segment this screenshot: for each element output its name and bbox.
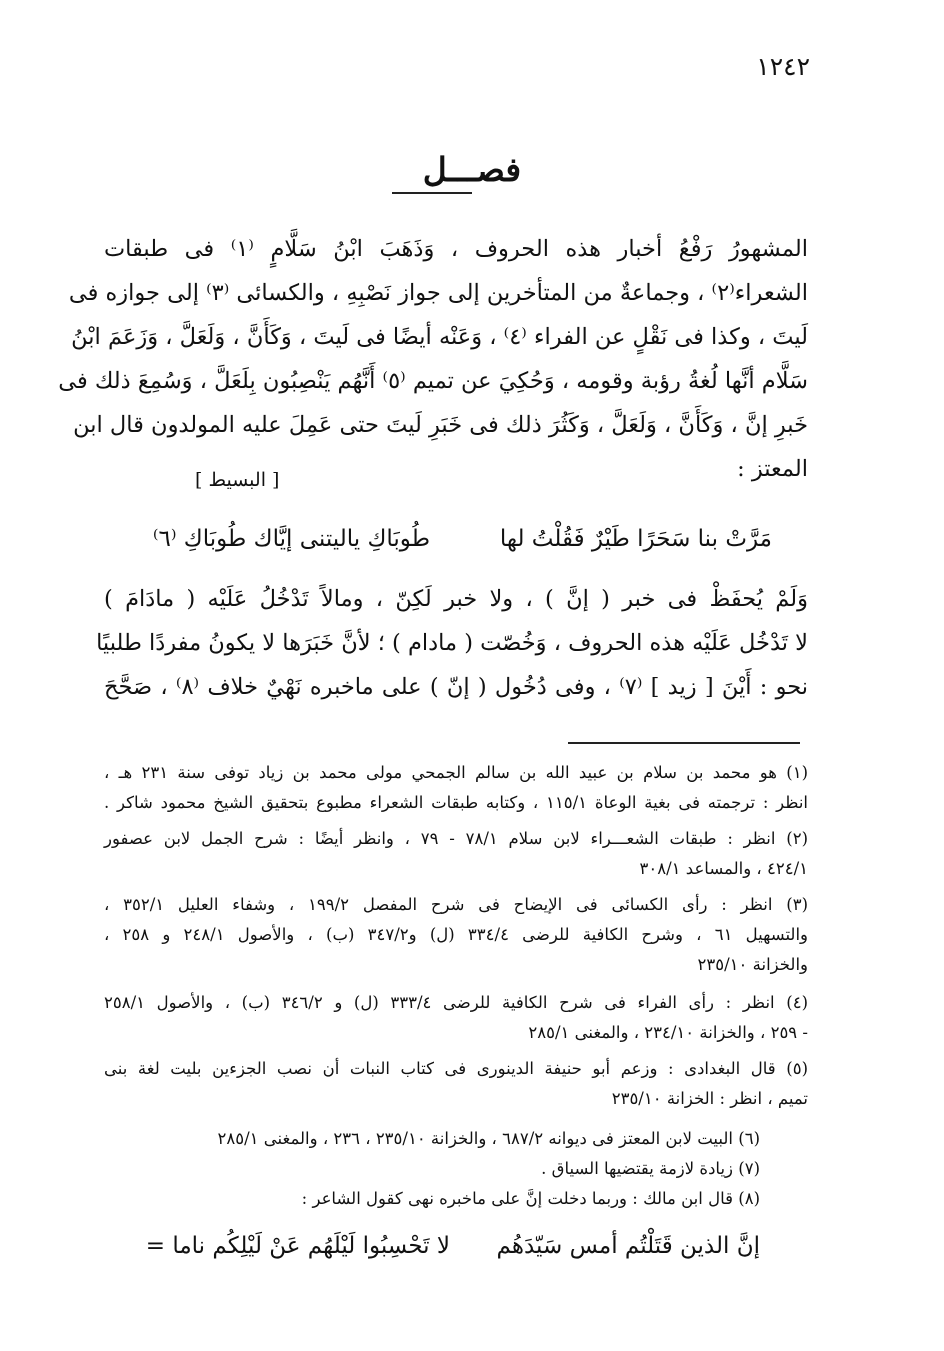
body-line: لا تَدْخُل عَلَيْه هذه الحروف ، وَخُصّت ( مادام ) ؛ لأنَّ خَبَرَها لا يكونُ مفردًا طلبيًا [96, 630, 808, 656]
body-line: خَبرِ إنَّ ، وَكَأَنَّ ، وَلَعَلَّ ، وَكَثُرَ ذلك فى خَبَرِ لَيتَ حتى عَمِلَ عليه المولدون قال ابن [73, 412, 808, 438]
body-line: لَيتَ ، وكذا فى نَقْلٍ عن الفراء ⁽٤⁾ ، وَعَنْه أيضًا فى لَيتَ ، وَكَأَنَّ ، وَلَعَلَّ ، وَزَعَمَ ابْنُ [71, 324, 808, 350]
footnote-line: (٤) انظر : رأى الفراء فى شرح الكافية للرضى ٣٣٣/٤ (ل) و ٣٤٦/٢ (ب) ، والأصول ٢٥٨/١ [104, 993, 808, 1012]
heading-underline [392, 192, 472, 194]
footnote-line: (١) هو محمد بن سلام بن عبيد الله بن سالم الجمحي مولى محمد بن زياد توفى سنة ٢٣١ هـ ، [104, 763, 808, 782]
body-line: وَلَمْ يُحفَظْ فى خبر ( إنَّ ) ، ولا خبر لَكِنّ ، ومالاً تَدْخُلُ عَلَيْه ( مادَامَ ) [104, 586, 808, 612]
section-heading: فصـــل [422, 150, 522, 189]
footnote-line: تميم ، انظر : الخزانة ٢٣٥/١٠ [611, 1089, 808, 1108]
footnote-line: والتسهيل ٦١ ، وشرح الكافية للرضى ٣٣٤/٤ (ل) و٣٤٧/٢ (ب) ، والأصول ٢٤٨/١ و ٢٥٨ ، [104, 925, 809, 944]
footnote-line: (٧) زيادة لازمة يقتضيها السياق . [541, 1159, 760, 1178]
footnote-line: انظر : ترجمته فى بغية الوعاة ١١٥/١ ، وكتابه طبقات الشعراء مطبوع بتحقيق الشيخ محمود شاكر . [104, 793, 808, 812]
page-number: ١٢٤٢ [756, 52, 810, 81]
body-line: سَلَّام أنَّها لُغةُ رؤبة وقومه ، وَحُكِيَ عن تميم ⁽٥⁾ أَنَّهُم يَنْصِبُون بِلَعَلَّ ، وَسُمِعَ ذلك فى [58, 368, 808, 394]
verse-second-hemistich: طُوبَاكِ ياليتنى إيَّاك طُوبَاكِ ⁽٦⁾ [152, 526, 430, 552]
footnote-line: - ٢٥٩ ، والخزانة ٢٣٤/١٠ ، والمغنى ٢٨٥/١ [528, 1023, 808, 1042]
footnote-verse-second-hemistich: لا تَحْسِبُوا لَيْلَهُم عَنْ لَيْلِكُم ناما = [145, 1233, 450, 1259]
footnote-verse-first-hemistich: إنَّ الذين قَتَلْتُم أمس سَيّدَهُم [496, 1233, 760, 1259]
body-line: الشعراء⁽٢⁾ ، وجماعةٌ من المتأخرين إلى جواز نَصْبِهِ ، والكسائى ⁽٣⁾ إلى جوازه فى [68, 280, 808, 306]
footnote-line: والخزانة ٢٣٥/١٠ [697, 955, 808, 974]
footnote-line: ٤٢٤/١ ، والمساعد ٣٠٨/١ [639, 859, 808, 878]
footnote-line: (٦) البيت لابن المعتز فى ديوانه ٦٨٧/٢ ، والخزانة ٢٣٥/١٠ ، ٢٣٦ ، والمغنى ٢٨٥/١ [217, 1129, 760, 1148]
footnote-line: (٢) انظر : طبقات الشعـــراء لابن سلام ٧٨/١ - ٧٩ ، وانظر أيضًا : شرح الجمل لابن عصفور [104, 829, 808, 848]
body-line: المشهورُ رَفْعُ أخبار هذه الحروف ، وَذَهَبَ ابْنُ سَلَّامٍ ⁽١⁾ فى طبقات [104, 236, 808, 262]
footnote-separator [568, 742, 800, 744]
meter-label: [ البسيط ] [195, 469, 280, 491]
verse-first-hemistich: مَرَّتْ بنا سَحَرًا طَيْرٌ فَقُلْتُ لها [499, 526, 772, 552]
footnote-line: (٥) قال البغدادى : وزعم أبو حنيفة الدينورى فى كتاب النبات أن نصب الجزءين بليت لغة بنى [104, 1059, 808, 1078]
footnote-line: (٣) انظر : رأى الكسائى فى الإيضاح فى شرح المفصل ١٩٩/٢ ، وشفاء العليل ٣٥٢/١ ، [104, 895, 808, 914]
body-line: نحو : أَيْنَ [ زيد ] ⁽٧⁾ ، وفى دُخُول ( إنّ ) على ماخبره نَهْيٌ خلاف ⁽٨⁾ ، صَحَّحَ [104, 674, 808, 700]
footnote-line: (٨) قال ابن مالك : وربما دخلت إنَّ على ماخبره نهى كقول الشاعر : [301, 1189, 760, 1208]
body-line: المعتز : [737, 456, 808, 482]
